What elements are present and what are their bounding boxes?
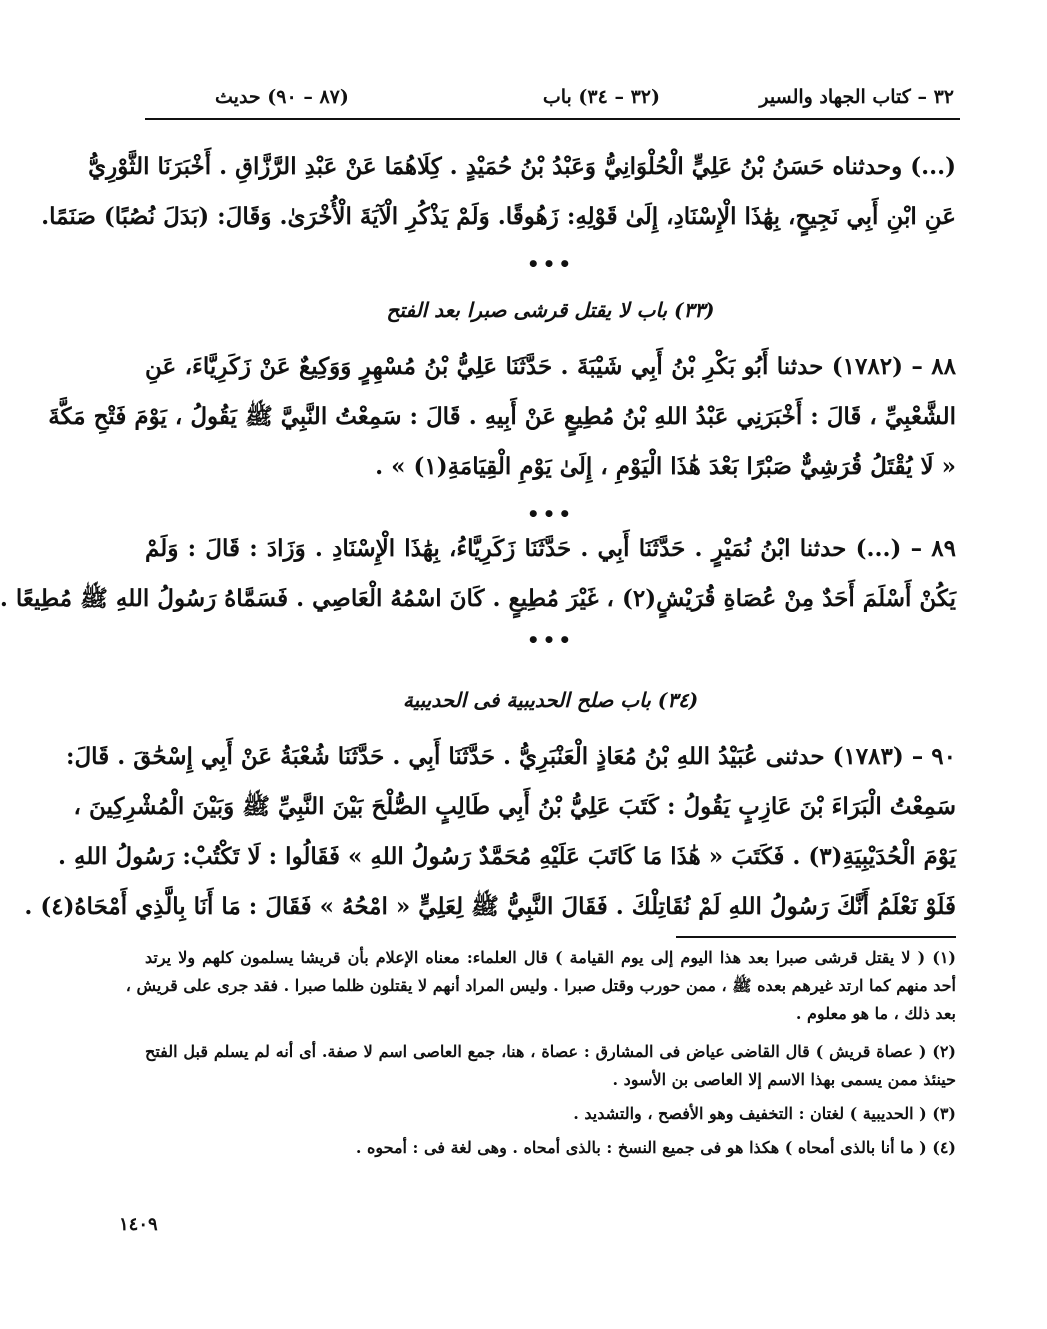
footnote-line: (١) ( لا يقتل قرشى صبرا بعد هذا اليوم إلى يوم القيامة ) قال العلماء: معناه الإعلام بأن قريشا يسلمون كلهم ولا يرتد <box>145 948 956 967</box>
text-line: ٨٨ – (١٧٨٢) حدثنا أَبُو بَكْرِ بْنُ أَبِي شَيْبَةَ . حَدَّثَنَا عَلِيُّ بْنُ مُسْهِرٍ وَوَكِيعٌ عَنْ زَكَرِيَّاءَ، عَنِ <box>145 353 956 380</box>
intro-hadith <box>41 142 956 242</box>
footnote-2 <box>145 1038 956 1094</box>
text-line: ٨٩ – (...) حدثنا ابْنُ نُمَيْرٍ . حَدَّثَنَا أَبِي . حَدَّثَنَا زَكَرِيَّاءُ، بِهَٰذَا الْإِسْنَادِ . وَزَادَ : قَالَ : وَلَمْ <box>145 535 956 562</box>
running-header <box>145 78 960 120</box>
footnotes <box>125 944 956 1162</box>
chapter-34-heading: (٣٤) باب صلح الحديبية فى الحديبية <box>402 688 699 712</box>
footnote-line: بعد ذلك ، ما هو معلوم . <box>795 1004 956 1023</box>
footnote-3 <box>145 1100 956 1128</box>
footnote-line: (٤) ( ما أنا بالذى أمحاه ) هكذا هو فى جميع النسخ : بالذى أمحاه . وهى لغة فى : أمحوه . <box>355 1138 956 1157</box>
text-line: ٩٠ – (١٧٨٣) حدثنى عُبَيْدُ اللهِ بْنُ مُعَاذٍ الْعَنْبَرِيُّ . حَدَّثَنَا أَبِي . حَدَّثَنَا شُعْبَةُ عَنْ أَبِي إِسْحَٰقَ . قَالَ: <box>65 743 956 770</box>
text-line: يَكُنْ أَسْلَمَ أَحَدٌ مِنْ عُصَاةِ قُرَيْشٍ(٢) ، غَيْرَ مُطِيعٍ . كَانَ اسْمُهُ الْعَاصِي . فَسَمَّاهُ رَسُولُ اللهِ ﷺ مُطِيعًا . <box>0 585 956 612</box>
text-line: سَمِعْتُ الْبَرَاءَ بْنَ عَازِبٍ يَقُولُ : كَتَبَ عَلِيُّ بْنُ أَبِي طَالِبٍ الصُّلْحَ بَيْنَ النَّبِيِّ ﷺ وَبَيْنَ الْمُشْرِكِينَ ، <box>73 793 956 820</box>
text-line: الشَّعْبِيِّ ، قَالَ : أَخْبَرَنِي عَبْدُ اللهِ بْنُ مُطِيعٍ عَنْ أَبِيهِ . قَالَ : سَمِعْتُ النَّبِيَّ ﷺ يَقُولُ ، يَوْمَ فَتْحِ مَكَّةَ <box>48 403 956 430</box>
hadith-88 <box>48 342 956 492</box>
page-number: ١٤٠٩ <box>119 1214 158 1235</box>
chapter-33-heading: (٣٣) باب لا يقتل قرشى صبرا بعد الفتح <box>386 298 715 322</box>
text-line: فَلَوْ نَعْلَمُ أَنَّكَ رَسُولُ اللهِ لَمْ نُقَاتِلْكَ . فَقَالَ النَّبِيُّ ﷺ لِعَلِيٍّ « امْحُهُ » فَقَالَ : مَا أَنَا بِالَّذِي أَمْحَاهُ(٤) . <box>24 893 956 920</box>
text-line: عَنِ ابْنِ أَبِي نَجِيحٍ، بِهَٰذَا الْإِسْنَادِ، إِلَىٰ قَوْلِهِ: زَهُوقًا. وَلَمْ يَذْكُرِ الْآيَةَ الْأُخْرَىٰ. وَقَالَ: (بَدَلَ نُصُبًا) صَنَمًا. <box>41 203 956 230</box>
hadith-89 <box>0 524 956 624</box>
footnote-line: حينئذ ممن يسمى بهذا الاسم إلا العاصى بن الأسود . <box>612 1070 956 1089</box>
header-hadith-range: (٨٧ – ٩٠) حديث <box>215 86 349 108</box>
footnote-rule <box>676 936 956 938</box>
text-line: يَوْمَ الْحُدَيْبِيَةِ(٣) . فَكَتَبَ « هَٰذَا مَا كَاتَبَ عَلَيْهِ مُحَمَّدٌ رَسُولُ اللهِ » فَقَالُوا : لَا تَكْتُبْ: رَسُولُ اللهِ . <box>58 843 956 870</box>
footnote-line: أحد منهم كما ارتد غيرهم بعده ﷺ ، ممن حورب وقتل صبرا . وليس المراد أنهم لا يقتلون ظلما صبرا . فقد جرى على قريش ، <box>125 976 956 995</box>
header-book-title: ٣٢ – كتاب الجهاد والسير <box>759 86 954 108</box>
footnote-line: (٢) ( عصاة قريش ) قال القاضى عياض فى المشارق : عصاة ، هنا، جمع العاصى اسم لا صفة. أى أنه لم يسلم قبل الفتح <box>145 1042 956 1061</box>
hadith-90 <box>24 732 956 932</box>
footnote-1 <box>125 944 956 1028</box>
text-line: (...) وحدثناه حَسَنُ بْنُ عَلِيٍّ الْحُلْوَانِيُّ وَعَبْدُ بْنُ حُمَيْدٍ . كِلَاهُمَا عَنْ عَبْدِ الرَّزَّاقِ . أَخْبَرَنَا الثَّوْرِيُّ <box>88 153 956 180</box>
footnote-line: (٣) ( الحديبية ) لغتان : التخفيف وهو الأفصح ، والتشديد . <box>573 1104 956 1123</box>
separator-stars: ••• <box>526 252 575 276</box>
text-line: « لَا يُقْتَلُ قُرَشِيٌّ صَبْرًا بَعْدَ هَٰذَا الْيَوْمِ ، إِلَىٰ يَوْمِ الْقِيَامَةِ(١) » . <box>375 453 956 480</box>
separator-stars: ••• <box>526 502 575 526</box>
footnote-4 <box>145 1134 956 1162</box>
header-chapter-range: (٣٢ – ٣٤) باب <box>542 86 660 108</box>
separator-stars: ••• <box>526 628 575 652</box>
